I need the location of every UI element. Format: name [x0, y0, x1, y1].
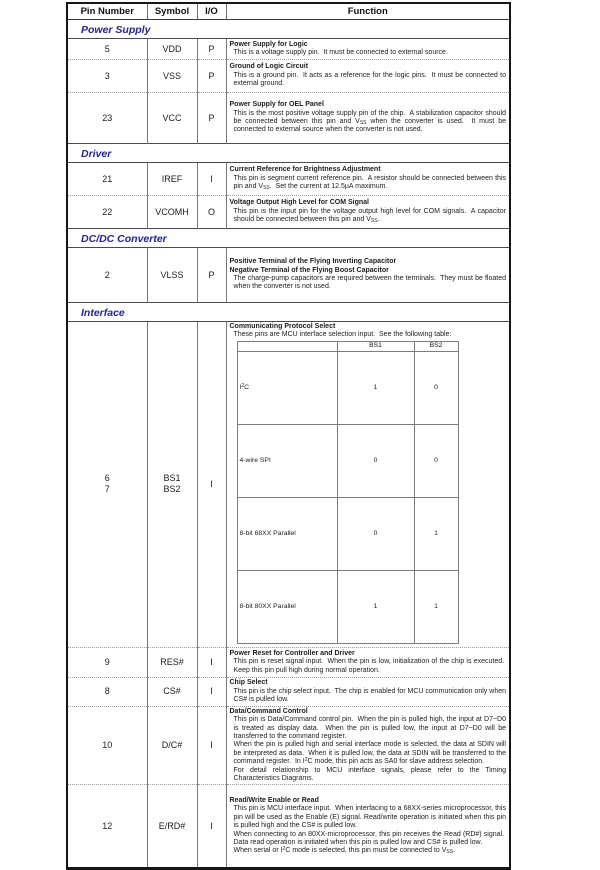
col-function: Function — [226, 3, 510, 20]
bs-row — [237, 570, 458, 643]
pin-table-body — [67, 20, 510, 869]
function-text: This is the most positive voltage supply pin of the chip. A stabilization capacitor should be connected between this pin and $V_{SS}$ when the converter is used. It must be connected to external source when the converter is not used. — [233, 109, 506, 134]
table-row — [67, 163, 510, 196]
bs-cell: 1 — [337, 570, 414, 643]
function-text: For detail relationship to MCU interface signals, please refer to the Timing Characteristics Diagrams. — [233, 766, 506, 783]
function-title: Power Supply for Logic — [229, 40, 308, 48]
pin-number-cell: 9 — [67, 647, 147, 677]
function-title: Read/Write Enable or Read — [229, 797, 319, 805]
table-row — [67, 322, 510, 648]
bs-cell: 1 — [414, 497, 458, 570]
pin-function-table — [66, 2, 511, 870]
pin-number-cell: 12 — [67, 785, 147, 869]
io-cell: O — [197, 196, 226, 229]
bs-cell: 1 — [414, 570, 458, 643]
function-text: This pin is reset signal input. When the pin is low, initialization of the chip is executed. Keep this pin pull high during normal operation. — [233, 658, 506, 674]
pin-number-cell: 23 — [67, 93, 147, 144]
bs-header-cell: BS2 — [414, 341, 458, 351]
function-cell — [226, 93, 510, 144]
function-title: Chip Select — [229, 679, 268, 687]
pin-number-cell: 8 — [67, 677, 147, 706]
function-title: Voltage Output High Level for COM Signal — [229, 199, 369, 207]
symbol-cell: VSS — [147, 60, 197, 93]
function-text: This pin is segment current reference pin. A resistor should be connected between this pin and $V_{SS}$. Set the current at 12.5µA maximum. — [233, 174, 506, 192]
function-text: When the pin is pulled high and serial interface mode is selected, the data at SDIN will be interpreted as data. When it is pulled low, the data at SDIN will be transferred to the command register. In $I^2C$ mode, this pin acts as SA0 for slave address selection. — [233, 741, 506, 766]
table-row — [67, 706, 510, 785]
bs-cell: $I^2C$ — [237, 351, 337, 424]
function-text: This is a ground pin. It acts as a reference for the logic pins. It must be connected to external ground. — [233, 71, 506, 88]
table-row — [67, 39, 510, 60]
table-row — [67, 248, 510, 303]
bs-header-cell: BS1 — [337, 341, 414, 351]
function-cell — [226, 706, 510, 785]
function-text: This pin is Data/Command control pin. When the pin is pulled high, the input at D7~D0 is treated as display data. When the pin is pulled low, the input at D7~D0 will be transferred to the command register. — [233, 716, 506, 741]
io-cell: P — [197, 248, 226, 303]
bs-row — [237, 424, 458, 497]
function-cell — [226, 39, 510, 60]
symbol-cell: E/RD# — [147, 785, 197, 869]
function-title: Current Reference for Brightness Adjustment — [229, 166, 381, 174]
section-label: Driver — [67, 144, 510, 163]
function-text: When connecting to an 80XX-microprocessor, this pin receives the Read (RD#) signal. Data read operation is initiated when this pin is pulled low and CS# is pulled low. — [233, 830, 506, 847]
symbol-cell: IREF — [147, 163, 197, 196]
bs-cell: 0 — [337, 424, 414, 497]
bs-row — [237, 351, 458, 424]
section-label: DC/DC Converter — [67, 229, 510, 248]
pin-number-cell: 3 — [67, 60, 147, 93]
io-cell: P — [197, 93, 226, 144]
function-text: This is a voltage supply pin. It must be connected to external source. — [233, 49, 448, 56]
function-text: The charge-pump capacitors are required between the terminals. They must be floated when the converter is not used. — [233, 275, 506, 291]
function-cell — [226, 647, 510, 677]
io-cell: I — [197, 322, 226, 648]
function-text: When serial or $I^2C$ mode is selected, this pin must be connected to $V_{SS}$. — [233, 846, 456, 856]
bs-cell: 1 — [337, 351, 414, 424]
table-row — [67, 196, 510, 229]
io-cell: I — [197, 647, 226, 677]
header-row — [67, 3, 510, 20]
section-label: Interface — [67, 303, 510, 322]
section-row — [67, 144, 510, 163]
table-row — [67, 60, 510, 93]
function-cell — [226, 785, 510, 869]
table-row — [67, 647, 510, 677]
function-title: Negative Terminal of the Flying Boost Capacitor — [229, 266, 389, 274]
symbol-cell: BS1 BS2 — [147, 322, 197, 648]
section-row — [67, 229, 510, 248]
section-row — [67, 303, 510, 322]
function-title: Power Supply for OEL Panel — [229, 101, 324, 109]
bs-cell: 0 — [337, 497, 414, 570]
io-cell: P — [197, 60, 226, 93]
function-cell — [226, 163, 510, 196]
function-cell — [226, 60, 510, 93]
col-pin-number: Pin Number — [67, 3, 147, 20]
function-title: Ground of Logic Circuit — [229, 63, 309, 71]
col-io: I/O — [197, 3, 226, 20]
table-row — [67, 785, 510, 869]
function-cell — [226, 196, 510, 229]
function-title: Positive Terminal of the Flying Inverting Capacitor — [229, 258, 397, 266]
function-text: These pins are MCU interface selection input. See the following table: — [233, 331, 452, 339]
bs-cell: 4-wire SPI — [237, 424, 337, 497]
bs-row — [237, 497, 458, 570]
symbol-cell: RES# — [147, 647, 197, 677]
function-title: Communicating Protocol Select — [229, 323, 336, 330]
pin-number-cell: 2 — [67, 248, 147, 303]
col-symbol: Symbol — [147, 3, 197, 20]
pin-number-cell: 6 7 — [67, 322, 147, 648]
bs-header-cell — [237, 341, 337, 351]
pin-number-cell: 5 — [67, 39, 147, 60]
function-cell — [226, 248, 510, 303]
symbol-cell: VCC — [147, 93, 197, 144]
protocol-select-table — [237, 341, 459, 644]
symbol-cell: VLSS — [147, 248, 197, 303]
pin-number-cell: 22 — [67, 196, 147, 229]
io-cell: I — [197, 163, 226, 196]
pin-number-cell: 21 — [67, 163, 147, 196]
section-row — [67, 20, 510, 39]
symbol-cell: VCOMH — [147, 196, 197, 229]
table-header — [67, 3, 510, 20]
io-cell: I — [197, 706, 226, 785]
pin-number-cell: 10 — [67, 706, 147, 785]
io-cell: I — [197, 785, 226, 869]
bs-cell: 8-bit 68XX Parallel — [237, 497, 337, 570]
io-cell: P — [197, 39, 226, 60]
bs-cell: 0 — [414, 351, 458, 424]
symbol-cell: CS# — [147, 677, 197, 706]
bs-cell: 0 — [414, 424, 458, 497]
function-cell — [226, 677, 510, 706]
bs-header-row — [237, 341, 458, 351]
function-cell — [226, 322, 510, 648]
function-text: This pin is MCU interface input. When interfacing to a 68XX-series microprocessor, this pin will be used as the Enable (E) signal. Read/write operation is initiated when this pin is pulled high and the CS# is pulled low. — [233, 805, 506, 830]
table-row — [67, 677, 510, 706]
io-cell: I — [197, 677, 226, 706]
function-title: Data/Command Control — [229, 707, 308, 715]
bs-cell: 8-bit 80XX Parallel — [237, 570, 337, 643]
symbol-cell: VDD — [147, 39, 197, 60]
function-title: Power Reset for Controller and Driver — [229, 649, 355, 657]
function-text: This pin is the input pin for the voltage output high level for COM signals. A capacitor should be connected between this pin and $V_{SS}$. — [233, 207, 506, 225]
section-label: Power Supply — [67, 20, 510, 39]
function-text: This pin is the chip select input. The chip is enabled for MCU communication only when CS# is pulled low. — [233, 687, 506, 704]
table-row — [67, 93, 510, 144]
symbol-cell: D/C# — [147, 706, 197, 785]
